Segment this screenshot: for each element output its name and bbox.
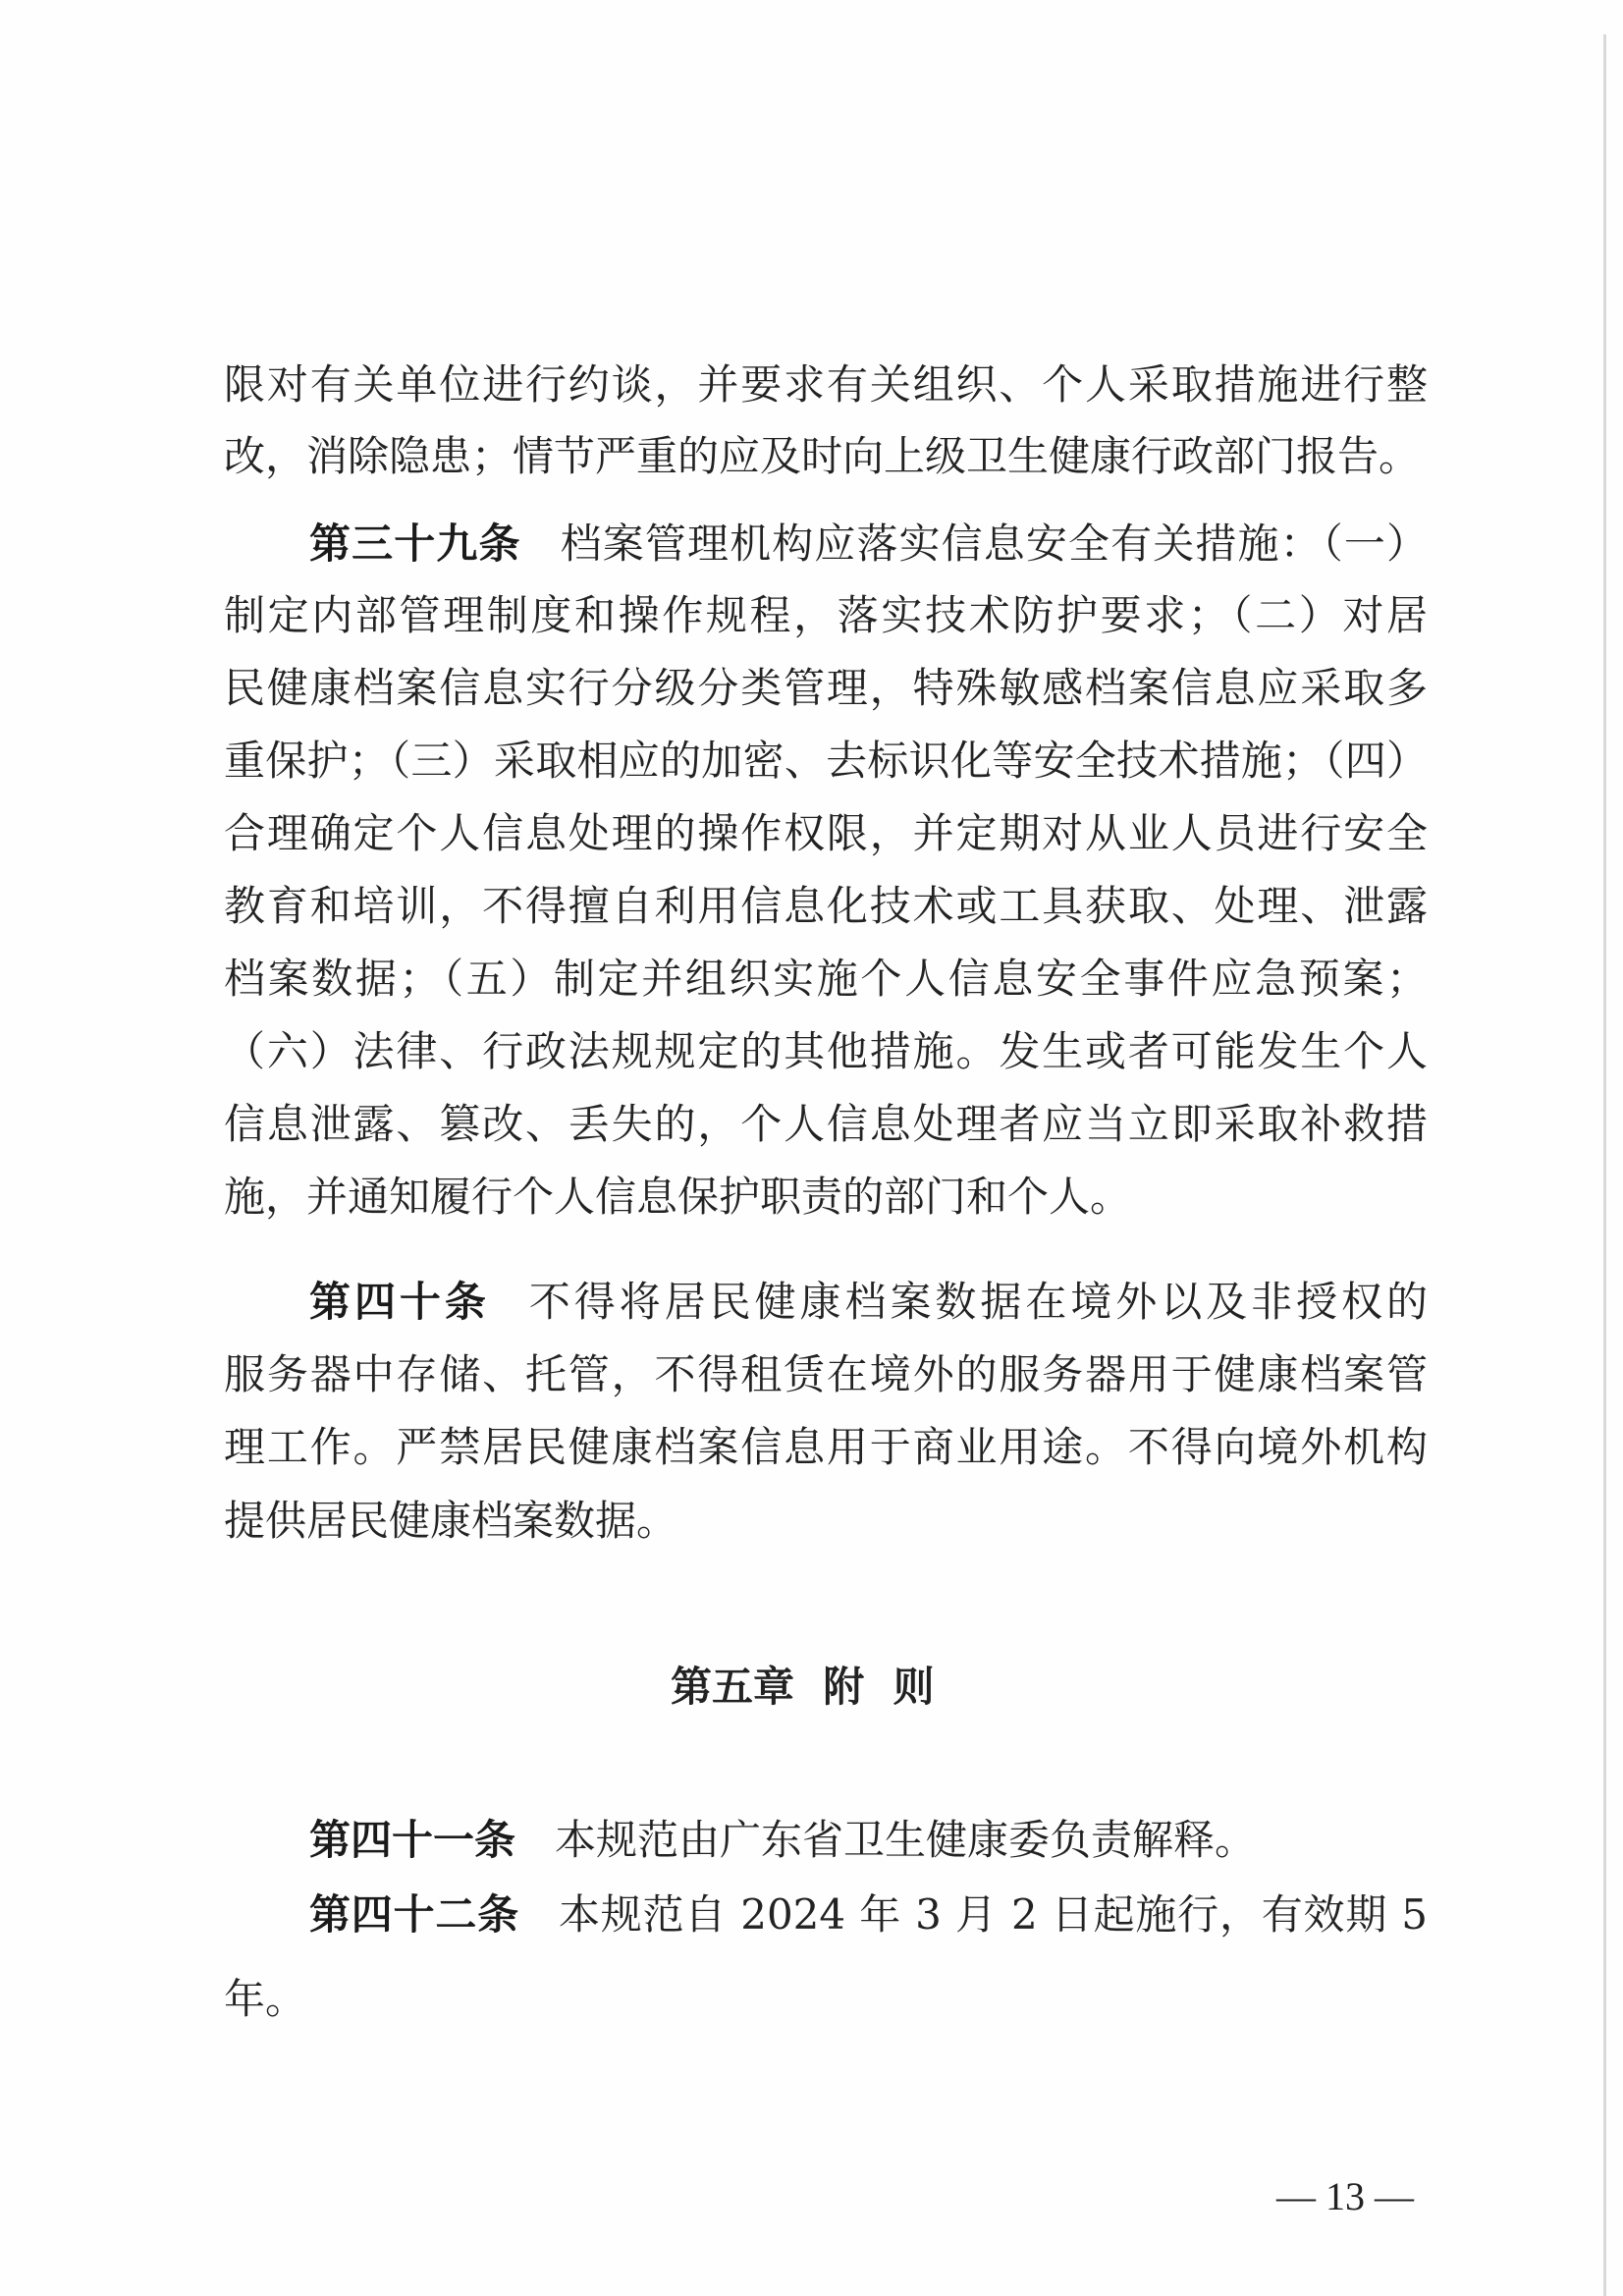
article-41-text: 本规范由广东省卫生健康委负责解释。 [555, 1816, 1257, 1864]
text-line: 合理确定个人信息处理的操作权限，并定期对从业人员进行安全 [224, 809, 1428, 857]
article-39-text: 档案管理机构应落实信息安全有关措施：（一） [560, 519, 1428, 568]
chapter-heading: 第五章 附 则 [671, 1663, 935, 1711]
scan-edge-line [1603, 34, 1606, 2296]
text-line: 改，消除隐患；情节严重的应及时向上级卫生健康行政部门报告。 [224, 432, 1421, 480]
article-40-text: 不得将居民健康档案数据在境外以及非授权的 [528, 1278, 1428, 1326]
text-line: （六）法律、行政法规规定的其他措施。发生或者可能发生个人 [224, 1027, 1428, 1075]
article-40-first-line [309, 1275, 1428, 1330]
article-42-label: 第四十二条 [309, 1890, 519, 1939]
article-41-first-line [309, 1813, 1428, 1868]
article-39-label: 第三十九条 [309, 519, 521, 568]
text-line: 提供居民健康档案数据。 [224, 1497, 678, 1545]
text-line: 重保护；（三）采取相应的加密、去标识化等安全技术措施；（四） [224, 737, 1428, 785]
article-39-first-line [309, 517, 1428, 572]
article-40-label: 第四十条 [309, 1278, 490, 1326]
text-line: 制定内部管理制度和操作规程，落实技术防护要求；（二）对居 [224, 591, 1428, 639]
text-line: 教育和培训，不得擅自利用信息化技术或工具获取、处理、泄露 [224, 882, 1428, 930]
text-line: 理工作。严禁居民健康档案信息用于商业用途。不得向境外机构 [224, 1423, 1428, 1471]
text-line: 档案数据；（五）制定并组织实施个人信息安全事件应急预案； [224, 955, 1428, 1003]
text-line: 民健康档案信息实行分级分类管理，特殊敏感档案信息应采取多 [224, 664, 1428, 712]
page-number: — 13 — [1276, 2174, 1414, 2218]
article-42-first-line [309, 1887, 1428, 1942]
text-line: 限对有关单位进行约谈，并要求有关组织、个人采取措施进行整 [224, 360, 1428, 409]
text-line: 年。 [224, 1975, 307, 2023]
article-41-label: 第四十一条 [309, 1816, 516, 1864]
text-line: 信息泄露、篡改、丢失的，个人信息处理者应当立即采取补救措 [224, 1100, 1428, 1148]
text-line: 施，并通知履行个人信息保护职责的部门和个人。 [224, 1173, 1132, 1221]
article-42-text: 本规范自 2024 年 3 月 2 日起施行，有效期 5 [558, 1890, 1428, 1939]
text-line: 服务器中存储、托管，不得租赁在境外的服务器用于健康档案管 [224, 1350, 1428, 1398]
